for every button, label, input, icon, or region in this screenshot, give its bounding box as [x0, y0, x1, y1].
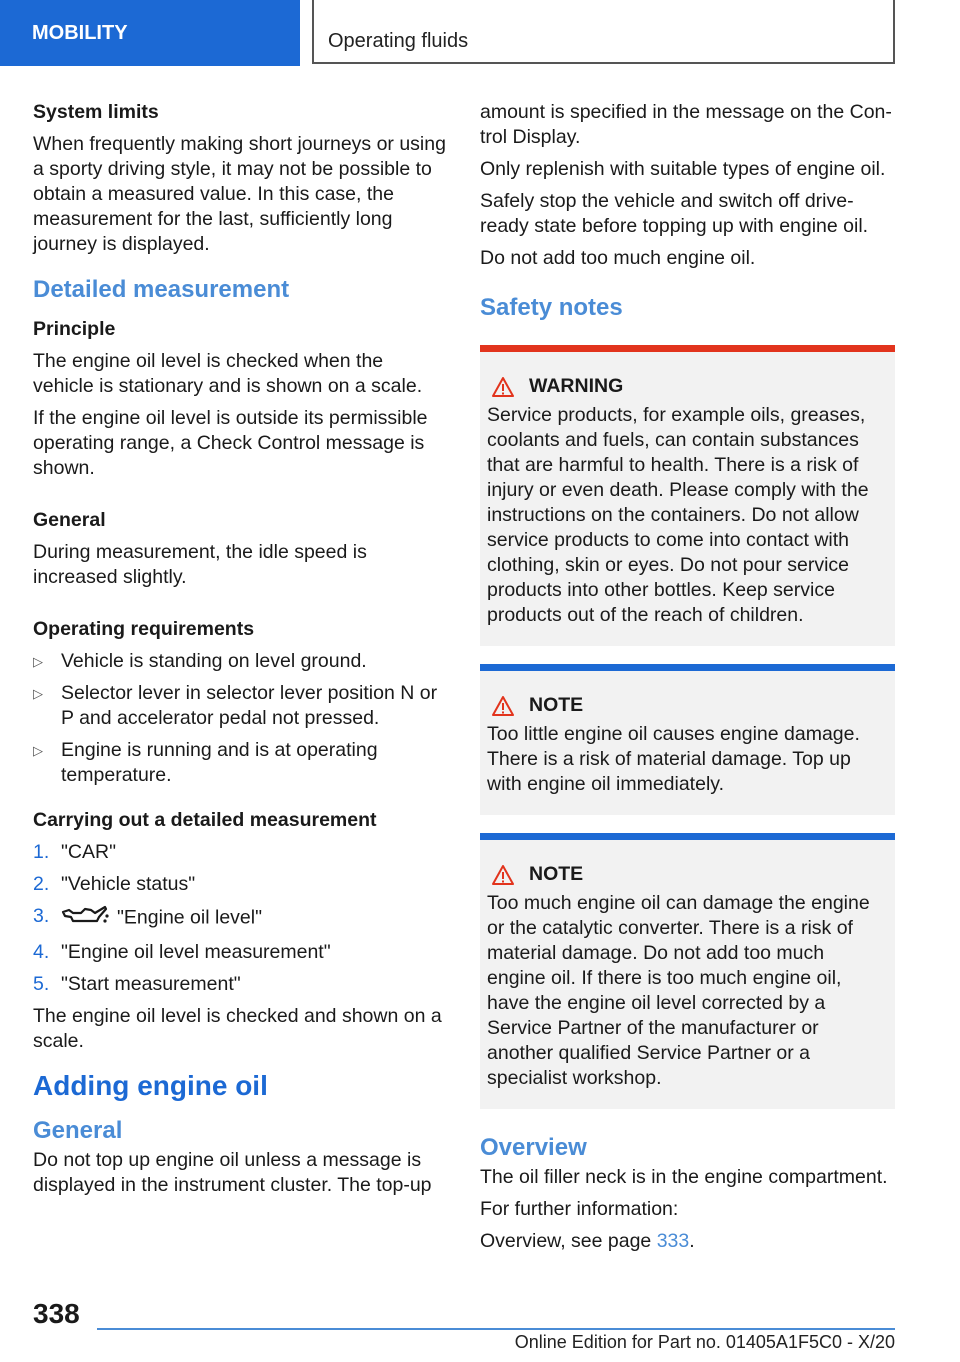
principle-title: Principle [33, 318, 116, 340]
list-item: ▷ Vehicle is standing on level ground. [33, 650, 367, 672]
step-item: 5. "Start measurement" [33, 973, 241, 995]
carrying-out-title: Carrying out a detailed measurement [33, 809, 377, 831]
edition-text: Online Edition for Part no. 01405A1F5C0 - X/20 [514, 1332, 895, 1352]
continued-text-2: Only replenish with suitable types of engine oil. [480, 158, 886, 180]
general-adding-text: Do not top up engine oil unless a message is displayed in the instrument cluster. The top-up [33, 1149, 432, 1196]
page-number: 338 [33, 1298, 80, 1329]
continued-text-4: Do not add too much engine oil. [480, 247, 756, 269]
page-footer [0, 1290, 960, 1362]
oil-can-icon [61, 904, 109, 933]
list-item: ▷ Engine is running and is at operating temperature. [33, 739, 378, 786]
chapter-title-box [312, 0, 895, 64]
overview-text-3: Overview, see page 333. [480, 1230, 695, 1252]
general-text: During measurement, the idle speed is increased slightly. [33, 541, 367, 588]
system-limits-title: System limits [33, 101, 159, 123]
warning-text: Service products, for example oils, greases, coolants and fuels, can contain substances that are harmful to health. There is a risk of injury or even death. Please comply with the instructions on the containers. Do not allow service products to come into contact with clothing, skin or eyes. Do not pour service products into other bottles. Keep service products out of the reach of children. [487, 404, 869, 626]
requirements-title: Operating requirements [33, 618, 255, 640]
result-text: The engine oil level is checked and shown on a scale. [33, 1005, 442, 1052]
footer-divider [97, 1328, 895, 1330]
step-item: 4. "Engine oil level measurement" [33, 941, 331, 963]
principle-text-1: The engine oil level is checked when the vehicle is stationary and is shown on a scale. [33, 350, 423, 397]
right-column [480, 100, 895, 1261]
detailed-measurement-heading: Detailed measurement [33, 276, 290, 303]
chapter-title: Operating fluids [328, 30, 469, 52]
note-text-2: Too much engine oil can damage the engine or the catalytic converter. There is a risk of material damage. Do not add too much engine oil. If there is too much engine oil, have the engine oil level corrected by a Service Partner of the manufacturer or another qualified Service Partner or a specialist workshop. [487, 892, 870, 1089]
left-column [33, 100, 447, 1205]
principle-text-2: If the engine oil level is outside its permissible operating range, a Check Control message is shown. [33, 407, 428, 479]
adding-engine-oil-heading: Adding engine oil [33, 1070, 268, 1101]
overview-text-2: For further information: [480, 1198, 679, 1220]
section-label: MOBILITY [0, 0, 300, 66]
note-triangle-icon [491, 864, 515, 886]
overview-heading: Overview [480, 1134, 587, 1161]
steps-list [33, 840, 447, 997]
page-link[interactable]: 333 [656, 1230, 690, 1252]
note-text-1: Too little engine oil causes engine damage. There is a risk of material damage. Top up with engine oil immediately. [487, 723, 860, 795]
continued-text-1: amount is specified in the message on the Control Display. [480, 101, 892, 148]
step-item: 3. "Engine oil level" [33, 904, 447, 933]
note-triangle-icon [491, 695, 515, 717]
safety-notes-heading: Safety notes [480, 294, 623, 321]
warning-label: WARNING [529, 375, 624, 397]
general-heading: General [33, 1117, 123, 1144]
requirements-list [33, 649, 447, 788]
warning-box [480, 345, 895, 646]
system-limits-text: When frequently making short journeys or using a sporty driving style, it may not be possible to obtain a measured value. In this case, the measurement for the last, sufficiently long journey is displayed. [33, 133, 446, 255]
general-title: General [33, 509, 106, 531]
note-box-2 [480, 833, 895, 1109]
overview-text-1: The oil filler neck is in the engine compartment. [480, 1166, 888, 1188]
continued-text-3: Safely stop the vehicle and switch off drive-ready state before topping up with engine oil. [480, 190, 869, 237]
bullet-triangle-icon: ▷ [33, 686, 43, 701]
step-item: 2. "Vehicle status" [33, 873, 196, 895]
bullet-triangle-icon: ▷ [33, 654, 43, 669]
warning-triangle-icon [491, 376, 515, 398]
list-item: ▷ Selector lever in selector lever position N or P and accelerator pedal not pressed. [33, 682, 438, 729]
step-item: 1. "CAR" [33, 841, 117, 863]
note-label: NOTE [529, 694, 584, 716]
bullet-triangle-icon: ▷ [33, 743, 43, 758]
note-box-1 [480, 664, 895, 815]
page-header [0, 0, 960, 66]
note-label: NOTE [529, 863, 584, 885]
